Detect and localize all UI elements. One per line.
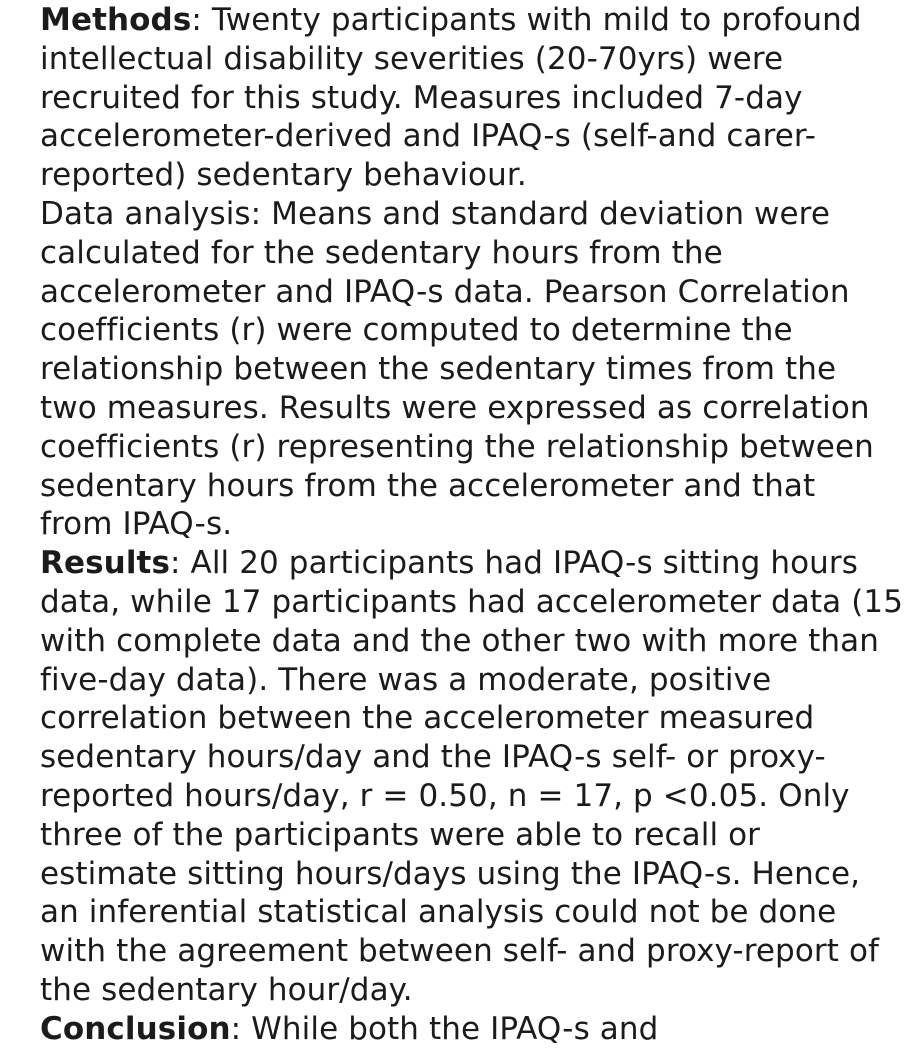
methods-line-3: recruited for this study. Measures included 7-day	[40, 79, 803, 116]
methods-line-2: intellectual disability severities (20-70yrs) were	[40, 40, 784, 77]
data-analysis-line-7: coefficients (r) representing the relationship between	[40, 428, 874, 465]
results-line-2: data, while 17 participants had accelerometer data (15	[40, 583, 904, 620]
results-line-7: reported hours/day, r = 0.50, n = 17, p <0.05. Only	[40, 777, 850, 814]
abstract-document	[40, 0, 904, 1049]
data-analysis-line-1: Data analysis: Means and standard deviation were	[40, 195, 830, 232]
results-line-12: the sedentary hour/day.	[40, 971, 413, 1008]
results-line-4: five-day data). There was a moderate, positive	[40, 661, 772, 698]
results-line-9: estimate sitting hours/days using the IPAQ-s. Hence,	[40, 855, 861, 892]
data-analysis-line-5: relationship between the sedentary times from the	[40, 351, 837, 388]
methods-paragraph	[40, 1, 900, 195]
data-analysis-line-2: calculated for the sedentary hours from the	[40, 234, 723, 271]
data-analysis-line-3: accelerometer and IPAQ-s data. Pearson Correlation	[40, 273, 850, 310]
data-analysis-line-4: coefficients (r) were computed to determine the	[40, 312, 793, 349]
data-analysis-line-9: from IPAQ-s.	[40, 506, 233, 543]
methods-heading: Methods	[40, 2, 192, 38]
results-heading: Results	[40, 545, 171, 582]
results-text: : All 20 participants had IPAQ-s sitting hours	[170, 545, 858, 582]
methods-line-5: reported) sedentary behaviour.	[40, 157, 527, 194]
data-analysis-paragraph	[40, 195, 900, 544]
results-line-8: three of the participants were able to recall or	[40, 816, 761, 853]
methods-line-4: accelerometer-derived and IPAQ-s (self-and carer-	[40, 118, 817, 155]
methods-line-1	[40, 1, 900, 40]
results-line-10: an inferential statistical analysis could not be done	[40, 894, 837, 931]
conclusion-text: : While both the IPAQ-s and	[230, 1010, 659, 1047]
conclusion-paragraph	[40, 1010, 900, 1049]
data-analysis-line-8: sedentary hours from the accelerometer and that	[40, 467, 816, 504]
conclusion-heading: Conclusion	[40, 1010, 231, 1047]
results-paragraph	[40, 544, 904, 1010]
results-line-11: with the agreement between self- and proxy-report of	[40, 933, 880, 970]
results-line-6: sedentary hours/day and the IPAQ-s self- or proxy-	[40, 739, 826, 776]
data-analysis-line-6: two measures. Results were expressed as correlation	[40, 389, 870, 426]
results-line-3: with complete data and the other two with more than	[40, 622, 879, 659]
results-line-1	[40, 544, 900, 583]
conclusion-line-1	[40, 1010, 900, 1049]
results-line-5: correlation between the accelerometer measured	[40, 700, 815, 737]
methods-text: : Twenty participants with mild to profound	[191, 2, 862, 38]
